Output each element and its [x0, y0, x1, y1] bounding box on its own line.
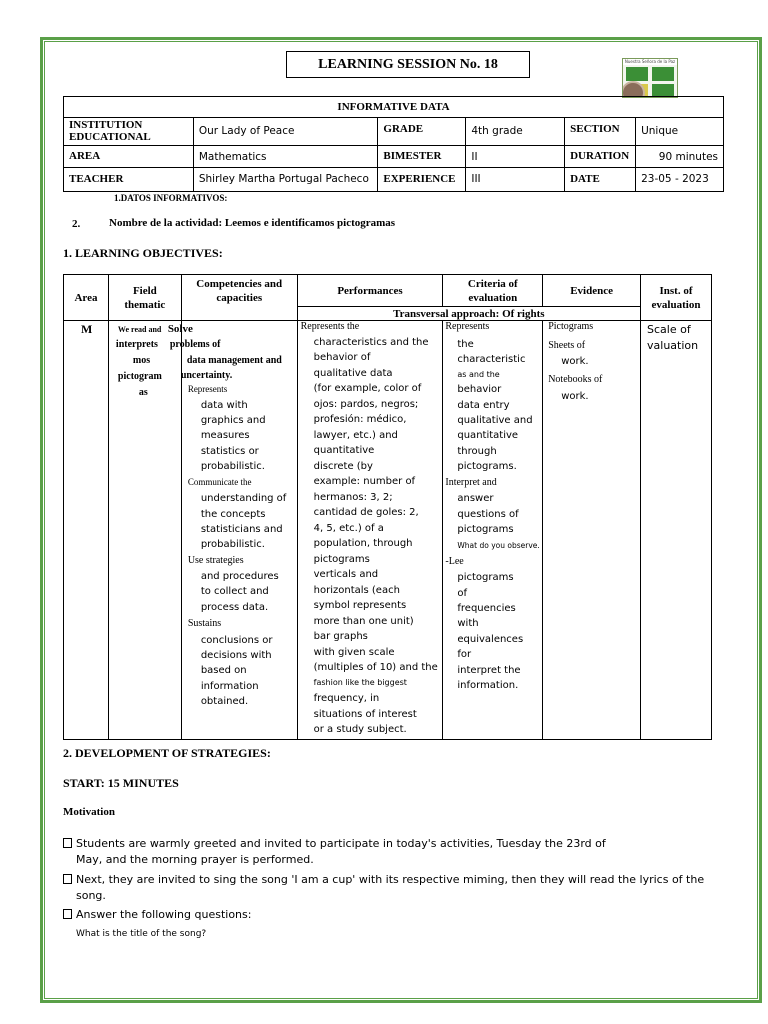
perf-line: frequency, in	[313, 693, 380, 704]
perf-line: situations of interest	[313, 709, 417, 720]
transversal-approach: Transversal approach: Of rights	[297, 307, 640, 321]
perf-line: population, through	[313, 538, 413, 549]
crit-line: behavior	[457, 384, 502, 395]
perf-line: ojos: pardos, negros;	[313, 399, 419, 410]
comp-line: the concepts	[200, 509, 266, 520]
crit-line: answer	[457, 493, 494, 504]
crit-line: characteristic	[457, 354, 526, 365]
perf-line: cantidad de goles: 2,	[313, 507, 419, 518]
grade-label: GRADE	[378, 118, 466, 146]
comp-line: conclusions or	[200, 635, 273, 646]
area-value: M	[81, 322, 93, 336]
comp-line: to collect and	[200, 586, 269, 597]
comp-line: statistics or	[200, 446, 259, 457]
comp-line: process data.	[200, 602, 269, 613]
comp-line: uncertainty.	[180, 370, 233, 381]
comp-line: and procedures	[200, 571, 279, 582]
area-label: AREA	[64, 146, 194, 168]
crit-line: pictograms	[457, 572, 514, 583]
comp-line: based on	[200, 665, 247, 676]
crit-line: for	[457, 649, 472, 660]
comp-line: statisticians and	[200, 524, 283, 535]
perf-line: example: number of	[313, 476, 416, 487]
crit-line: What do you observe.	[457, 541, 540, 550]
comp-line: Sustains	[187, 618, 222, 629]
crit-line: as and the	[457, 370, 500, 379]
crit-line: questions of	[457, 509, 519, 520]
header-performances: Performances	[297, 275, 443, 307]
comp-line: decisions with	[200, 650, 272, 661]
header-criteria: Criteria of evaluation	[443, 275, 543, 307]
field-line: pictogram	[117, 371, 162, 382]
row-evidence	[543, 321, 641, 740]
bullet-continuation: May, and the morning prayer is performed.	[76, 853, 314, 866]
comp-line: probabilistic.	[200, 461, 265, 472]
evid-line: work.	[561, 356, 589, 367]
perf-line: qualitative data	[313, 368, 393, 379]
experience-value: III	[466, 168, 565, 192]
date-label: DATE	[565, 168, 636, 192]
comp-line: data management and	[186, 355, 282, 366]
bullet-item: Students are warmly greeted and invited to participate in today's activities, Tuesday the 23rd of	[63, 837, 606, 850]
experience-label: EXPERIENCE	[378, 168, 466, 192]
perf-line: (for example, color of	[313, 383, 422, 394]
comp-line: Communicate the	[187, 477, 252, 487]
crit-line: pictograms.	[457, 461, 517, 472]
perf-line: lawyer, etc.) and	[313, 430, 398, 441]
crit-line: Represents	[445, 321, 490, 332]
activity-number: 2.	[72, 218, 81, 230]
crit-line: Interpret and	[445, 477, 497, 488]
perf-line: hermanos: 3, 2;	[313, 492, 393, 503]
perf-line: discrete (by	[313, 461, 373, 472]
perf-line: 4, 5, etc.) of a	[313, 523, 384, 534]
row-competencies	[167, 321, 297, 740]
inst-line: valuation	[647, 339, 699, 352]
perf-line: (multiples of 10) and the	[313, 662, 438, 673]
bimester-label: BIMESTER	[378, 146, 466, 168]
datos-informativos: 1.DATOS INFORMATIVOS:	[114, 193, 228, 203]
crit-line: through	[457, 446, 497, 457]
crit-line: data entry	[457, 400, 510, 411]
section-value: Unique	[636, 118, 724, 146]
perf-line: Represents the	[300, 321, 360, 332]
logo-text: Nuestra Señora de la Paz	[624, 59, 676, 64]
comp-line: Solve	[167, 323, 193, 335]
teacher-value: Shirley Martha Portugal Pacheco	[193, 168, 378, 192]
field-line: interprets	[115, 339, 158, 350]
header-field: Field thematic	[108, 275, 181, 321]
comp-line: graphics and	[200, 415, 266, 426]
learning-objectives-table	[63, 274, 712, 740]
institution-value: Our Lady of Peace	[193, 118, 378, 146]
row-performances	[297, 321, 443, 740]
crit-line: with	[457, 618, 479, 629]
comp-line: Use strategies	[187, 555, 244, 566]
duration-value: 90 minutes	[636, 146, 724, 168]
start-heading: START: 15 MINUTES	[63, 776, 179, 790]
perf-line: pictograms	[313, 554, 370, 565]
crit-line: -Lee	[445, 556, 464, 567]
bullet-item: Answer the following questions:	[63, 908, 251, 921]
crit-line: equivalences	[457, 634, 524, 645]
crit-line: of	[457, 588, 468, 599]
area-value: Mathematics	[193, 146, 378, 168]
header-competencies: Competencies and capacities	[181, 275, 297, 321]
crit-line: the	[457, 339, 474, 350]
comp-line: understanding of	[200, 493, 287, 504]
bullet-continuation: song.	[76, 889, 106, 902]
evid-line: Notebooks of	[548, 374, 603, 385]
crit-line: information.	[457, 680, 519, 691]
perf-line: profesión: médico,	[313, 414, 407, 425]
perf-line: with given scale	[313, 647, 395, 658]
comp-line: data with	[200, 400, 248, 411]
row-instrument	[641, 321, 712, 740]
inst-line: Scale of	[647, 323, 691, 336]
perf-line: verticals and	[313, 569, 379, 580]
date-value: 23-05 - 2023	[636, 168, 724, 192]
comp-line: Represents	[187, 384, 228, 394]
perf-line: horizontals (each	[313, 585, 400, 596]
row-criteria	[443, 321, 543, 740]
bullet-item: Next, they are invited to sing the song 'I am a cup' with its respective miming, then they will read the lyrics of the	[63, 873, 704, 886]
header-area: Area	[64, 275, 109, 321]
school-logo	[622, 58, 678, 98]
perf-line: symbol represents	[313, 600, 407, 611]
crit-line: quantitative	[457, 430, 519, 441]
evid-line: Sheets of	[548, 340, 586, 351]
comp-line: problems of	[169, 339, 221, 350]
field-line: as	[138, 387, 148, 398]
perf-line: fashion like the biggest	[313, 678, 407, 687]
session-title: LEARNING SESSION No. 18	[286, 51, 530, 78]
row-field	[108, 321, 181, 740]
crit-line: frequencies	[457, 603, 516, 614]
section-label: SECTION	[565, 118, 636, 146]
informative-heading: INFORMATIVE DATA	[64, 97, 724, 118]
field-line: mos	[132, 355, 151, 366]
header-evidence: Evidence	[543, 275, 641, 307]
duration-label: DURATION	[565, 146, 636, 168]
crit-line: interpret the	[457, 665, 521, 676]
perf-line: behavior of	[313, 352, 371, 363]
perf-line: more than one unit)	[313, 616, 414, 627]
comp-line: measures	[200, 430, 250, 441]
objectives-heading: 1. LEARNING OBJECTIVES:	[63, 246, 223, 260]
crit-line: qualitative and	[457, 415, 533, 426]
header-instrument: Inst. of evaluation	[641, 275, 712, 321]
question-text: What is the title of the song?	[76, 929, 207, 939]
activity-name: Nombre de la actividad: Leemos e identificamos pictogramas	[109, 217, 396, 229]
row-area	[64, 321, 109, 740]
institution-label: INSTITUTION EDUCATIONAL	[64, 118, 194, 146]
perf-line: or a study subject.	[313, 724, 407, 735]
comp-line: probabilistic.	[200, 539, 265, 550]
comp-line: obtained.	[200, 696, 249, 707]
field-line: We read and	[117, 325, 162, 334]
motivation-heading: Motivation	[63, 806, 115, 818]
informative-data-table	[63, 96, 724, 192]
crit-line: pictograms	[457, 524, 514, 535]
evid-line: work.	[561, 391, 589, 402]
perf-line: quantitative	[313, 445, 375, 456]
evid-line: Pictograms	[548, 321, 594, 332]
comp-line: information	[200, 681, 259, 692]
checkbox-icon	[63, 874, 72, 884]
teacher-label: TEACHER	[64, 168, 194, 192]
perf-line: bar graphs	[313, 631, 368, 642]
checkbox-icon	[63, 838, 72, 848]
bimester-value: II	[466, 146, 565, 168]
grade-value: 4th grade	[466, 118, 565, 146]
perf-line: characteristics and the	[313, 337, 429, 348]
checkbox-icon	[63, 909, 72, 919]
development-heading: 2. DEVELOPMENT OF STRATEGIES:	[63, 746, 271, 760]
